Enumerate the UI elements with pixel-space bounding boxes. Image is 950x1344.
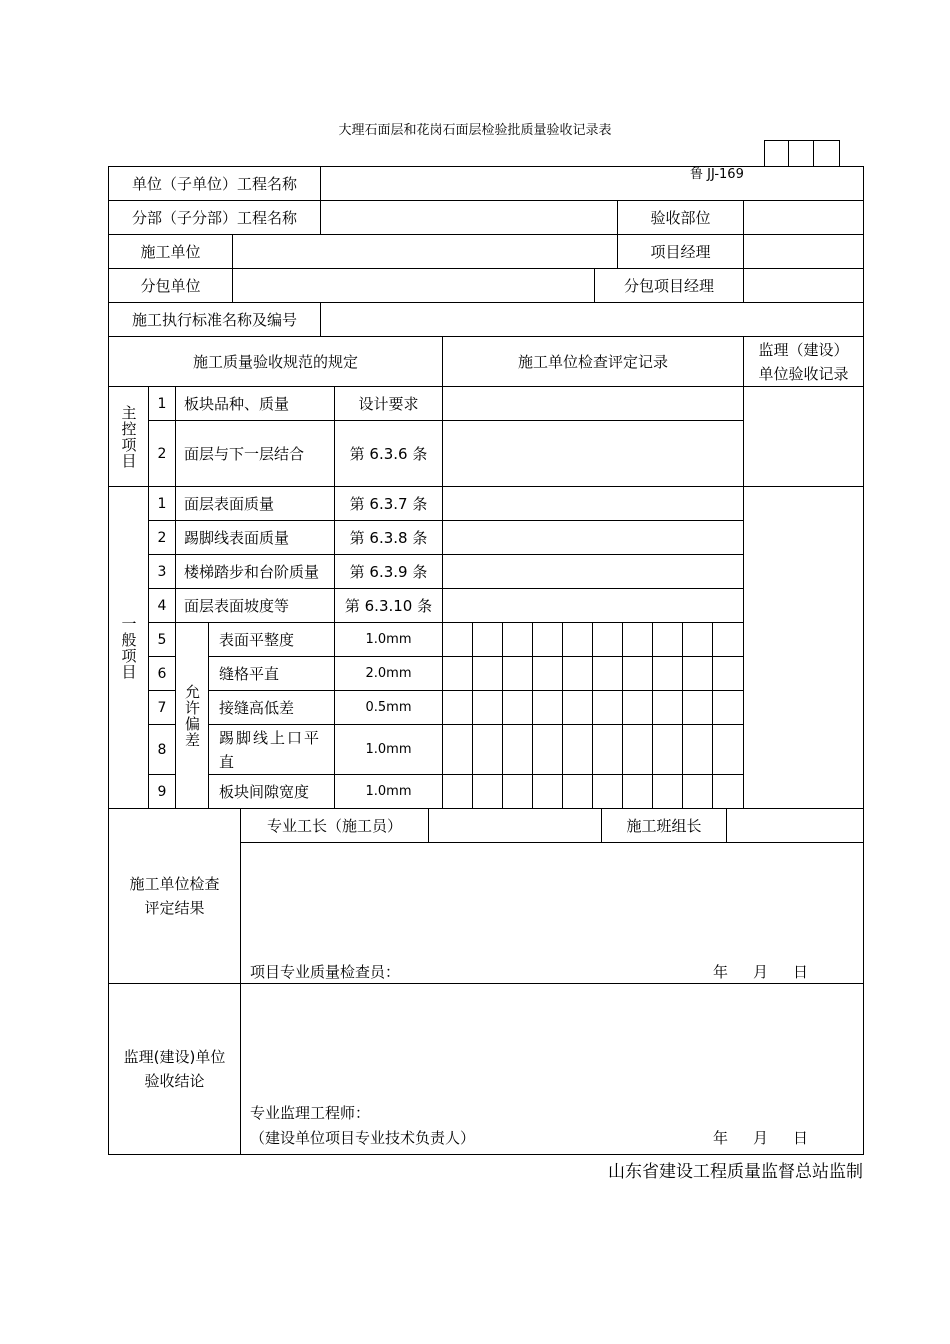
- tolerance-name: 表面平整度: [219, 630, 295, 649]
- supervision-label-line2: 验收结论: [144, 1072, 205, 1090]
- inspector-label: 项目专业质量检查员：: [250, 963, 401, 981]
- check-result-label: [109, 809, 240, 983]
- general-item-name: 面层表面坡度等: [184, 596, 290, 615]
- foreman-label: 专业工长（施工员）: [266, 816, 402, 835]
- check-result-label-line2: 评定结果: [144, 899, 205, 917]
- tolerance-value: 1.0mm: [365, 783, 412, 799]
- supervision-month: 月: [753, 1129, 769, 1147]
- construction-unit-label: 施工单位: [140, 242, 201, 261]
- tolerance-no: 6: [157, 665, 167, 682]
- supervisor-header-line2: 单位验收记录: [758, 364, 849, 383]
- tolerance-name: 接缝高低差: [219, 698, 295, 717]
- supervision-day: 日: [793, 1129, 809, 1147]
- general-item-no: 1: [157, 495, 167, 512]
- supervisor-column-header: [744, 337, 863, 386]
- main-control-label: 主控项目: [119, 404, 138, 469]
- owner-representative-label: （建设单位项目专业技术负责人）: [250, 1129, 476, 1147]
- tolerance-value: 2.0mm: [365, 665, 412, 681]
- general-item-req: 第 6.3.8 条: [349, 528, 428, 547]
- tolerance-value: 1.0mm: [365, 631, 412, 647]
- tolerance-value: 1.0mm: [365, 741, 412, 757]
- general-item-name: 楼梯踏步和台阶质量: [184, 562, 320, 581]
- general-item-req: 第 6.3.9 条: [349, 562, 428, 581]
- main-item-req: 设计要求: [358, 394, 419, 413]
- general-label: 一般项目: [119, 615, 138, 680]
- form-title: 大理石面层和花岗石面层检验批质量验收记录表: [338, 123, 612, 138]
- team-leader-label: 施工班组长: [626, 816, 702, 835]
- subcontract-manager-label: 分包项目经理: [623, 276, 714, 295]
- main-item-name: 板块品种、质量: [184, 394, 290, 413]
- general-item-no: 2: [157, 529, 167, 546]
- check-month: 月: [753, 963, 769, 981]
- unit-record-column-header: 施工单位检查评定记录: [517, 352, 668, 371]
- spec-column-header: 施工质量验收规范的规定: [192, 352, 358, 371]
- tolerance-name: 踢脚线上口平直: [219, 728, 322, 771]
- general-item-no: 3: [157, 563, 167, 580]
- supervision-label-line1: 监理(建设)单位: [123, 1048, 226, 1066]
- unit-project-label: 单位（子单位）工程名称: [131, 174, 297, 193]
- subcontract-unit-label: 分包单位: [140, 276, 201, 295]
- main-item-no: 1: [157, 395, 167, 412]
- main-item-name: 面层与下一层结合: [184, 444, 305, 463]
- check-result-label-line1: 施工单位检查: [129, 875, 220, 893]
- tolerance-name: 缝格平直: [219, 664, 280, 683]
- supervising-engineer-label: 专业监理工程师：: [250, 1104, 371, 1122]
- check-day: 日: [793, 963, 809, 981]
- supervision-result-label: [109, 984, 240, 1154]
- tolerance-no: 7: [157, 699, 167, 716]
- standard-label: 施工执行标准名称及编号: [131, 310, 297, 329]
- tolerance-no: 9: [157, 783, 167, 800]
- main-item-req: 第 6.3.6 条: [349, 444, 428, 463]
- sub-project-label: 分部（子分部）工程名称: [131, 208, 297, 227]
- general-item-name: 面层表面质量: [184, 494, 275, 513]
- acceptance-part-label: 验收部位: [650, 208, 711, 227]
- supervisor-header-line1: 监理（建设）: [758, 340, 849, 359]
- footer-issuer: 山东省建设工程质量监督总站监制: [608, 1162, 863, 1182]
- tolerance-value: 0.5mm: [365, 699, 412, 715]
- general-item-name: 踢脚线表面质量: [184, 528, 290, 547]
- check-year: 年: [713, 963, 729, 981]
- tolerance-label: 允许偏差: [183, 683, 201, 748]
- tolerance-no: 8: [157, 741, 167, 758]
- general-item-no: 4: [157, 597, 167, 614]
- main-item-no: 2: [157, 445, 167, 462]
- supervision-year: 年: [713, 1129, 729, 1147]
- tolerance-name: 板块间隙宽度: [219, 782, 310, 801]
- general-item-req: 第 6.3.10 条: [344, 596, 433, 615]
- project-manager-label: 项目经理: [650, 242, 711, 261]
- general-item-req: 第 6.3.7 条: [349, 494, 428, 513]
- tolerance-no: 5: [157, 631, 167, 648]
- form-code: 鲁 JJ-169: [690, 167, 744, 182]
